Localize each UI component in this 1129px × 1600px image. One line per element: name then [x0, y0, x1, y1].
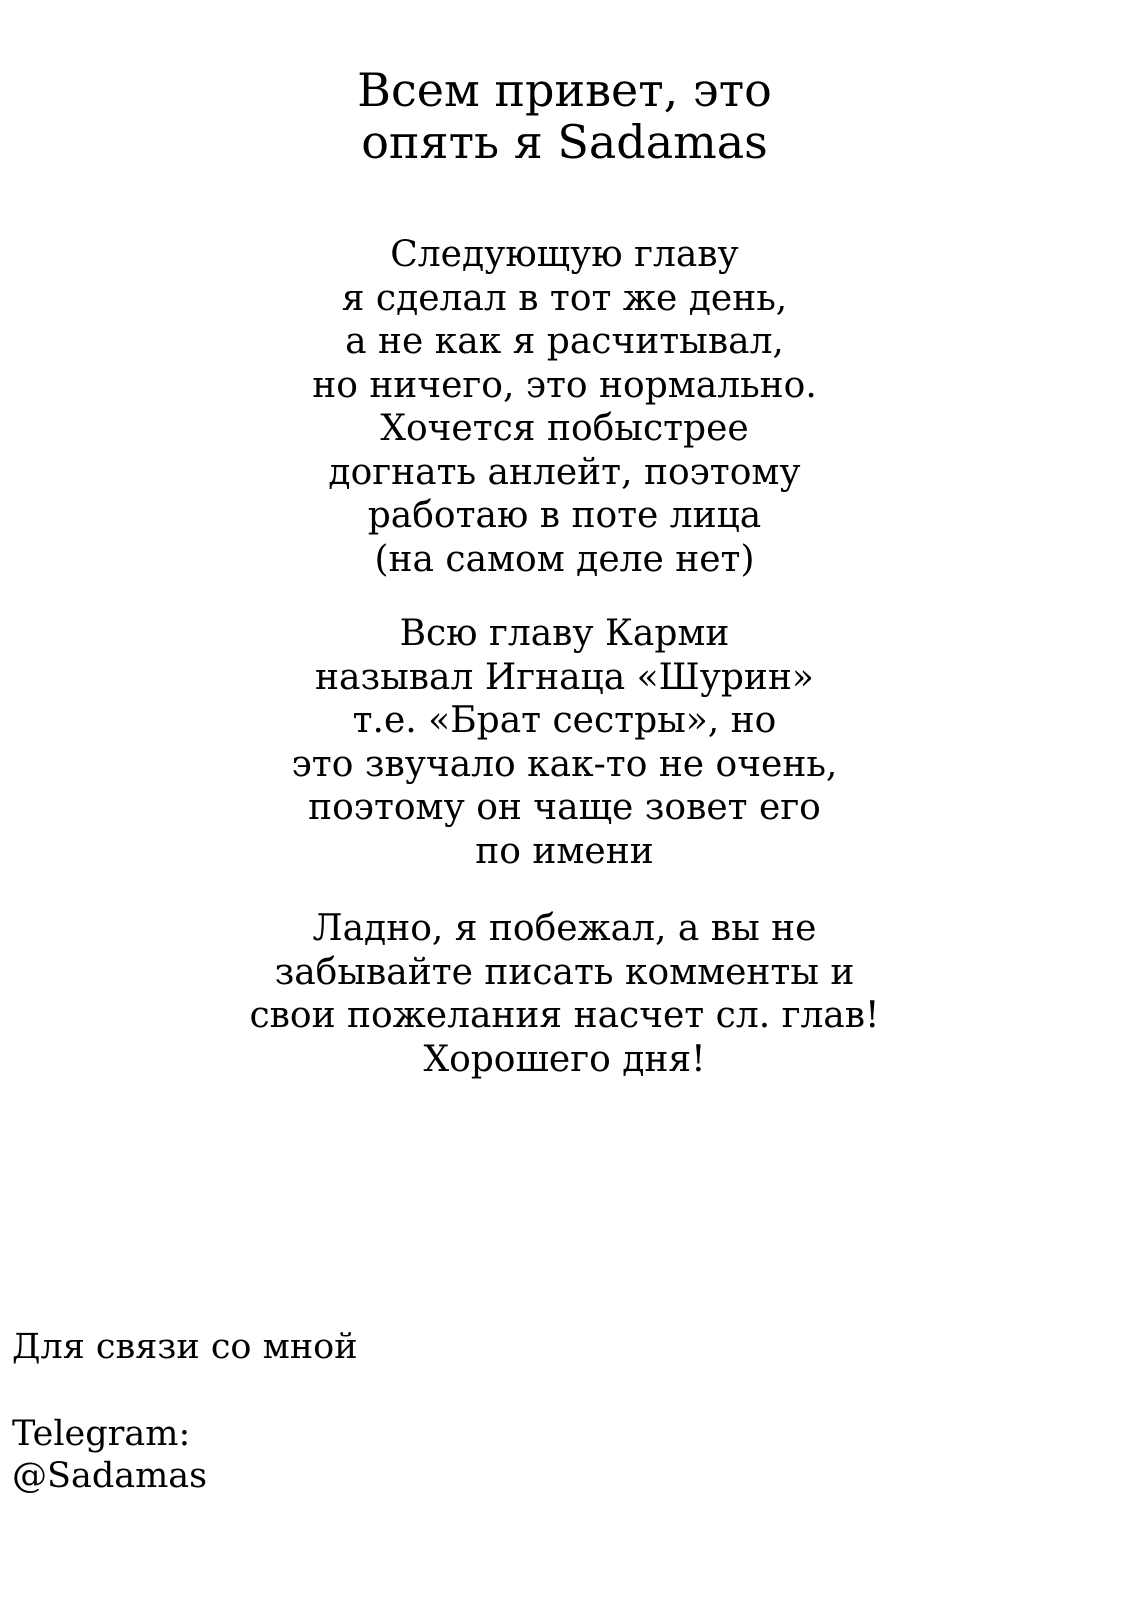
text-line: а не как я расчитывал, — [345, 321, 784, 362]
telegram-contact — [12, 1413, 712, 1497]
text-line: Хорошего дня! — [423, 1038, 706, 1080]
text-line: забывайте писать комменты и — [274, 951, 855, 993]
telegram-handle: @Sadamas — [12, 1456, 208, 1496]
paragraph-farewell — [0, 907, 1129, 1081]
text-line: называл Игнаца «Шурин» — [315, 656, 814, 698]
text-line: работаю в поте лица — [367, 495, 762, 536]
title-line: опять я Sadamas — [361, 115, 768, 169]
text-line: т.е. «Брат сестры», но — [352, 700, 777, 741]
paragraph-translation-note — [0, 612, 1129, 873]
text-line: Ладно, я побежал, а вы не — [312, 908, 817, 949]
telegram-label: Telegram: — [12, 1414, 191, 1454]
text-line: но ничего, это нормально. — [312, 364, 817, 406]
text-line: (на самом деле нет) — [374, 538, 755, 580]
page-title — [0, 64, 1129, 168]
text-line: это звучало как-то не очень, — [291, 743, 838, 785]
contact-heading: Для связи со мной — [12, 1327, 358, 1367]
text-line: поэтому он чаще зовет его — [308, 787, 821, 828]
text-line: Следующую главу — [390, 234, 739, 275]
text-line: Всю главу Карми — [399, 613, 730, 654]
title-line: Всем привет, это — [357, 63, 772, 117]
text-line: догнать анлейт, поэтому — [328, 451, 801, 493]
text-line: Хочется побыстрее — [380, 408, 749, 449]
paragraph-chapter-pace — [0, 233, 1129, 581]
text-line: по имени — [475, 830, 654, 872]
text-line: я сделал в тот же день, — [341, 277, 788, 319]
text-line: свои пожелания насчет сл. глав! — [249, 995, 880, 1036]
